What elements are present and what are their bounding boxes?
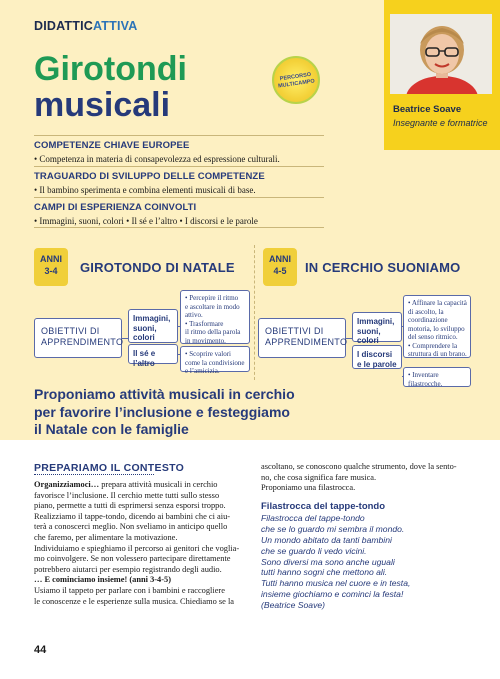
lead-paragraph: Proponiamo attività musicali in cerchio per favorire l’inclusione e festeggiamo il Natale con le famiglie (34, 386, 295, 437)
author-role: Insegnante e formatrice (393, 118, 488, 128)
info-heading: COMPETENZE CHIAVE EUROPEE (34, 140, 190, 151)
page-title-line-1: Girotondi (34, 50, 187, 88)
objective-box: • Scoprire valori come la condivisione e l’amicizia. (180, 346, 250, 372)
objectives-label-box: OBIETTIVI DI APPRENDIMENTO (258, 318, 346, 358)
info-heading: TRAGUARDO DI SVILUPPO DELLE COMPETENZE (34, 171, 265, 182)
field-box-immagini: Immagini, suoni, colori (128, 309, 178, 343)
field-box-immagini: Immagini, suoni, colori (352, 312, 402, 342)
section-heading-prepariamo: PREPARIAMO IL CONTESTO (34, 462, 185, 474)
body-text-right: ascoltano, se conoscono qualche strumento, dove la sento- no, che cosa significa fare musica. Proponiamo una filastrocca. Filastrocca del tappe-tondo Filastrocca del tappe-tondo che se lo guardo mi sembra il mondo. Un mondo abitato da tanti bambini che se guardo li vedo vicini. Sono diversi ma sono anche uguali tutti hanno sogni che mettono ali. Tutti hanno musica nel cuore e in testa, insieme giochiamo e cominci la festa! (Beatrice Soave) (261, 462, 471, 611)
field-box-discorsi: I discorsi e le parole (352, 345, 402, 369)
author-portrait-illustration (390, 14, 492, 94)
column-title-in-cerchio: IN CERCHIO SUONIAMO (305, 260, 461, 275)
poem: Filastrocca del tappe-tondo che se lo guardo mi sembra il mondo. Un mondo abitato da tanti bambini che se guardo li vedo vicini. Sono diversi ma sono anche uguali tutti hanno sogni che mettono ali. Tutti hanno musica nel cuore e in testa, insieme giochiamo e cominci la festa! (Beatrice Soave) (261, 513, 411, 610)
multicampo-badge: PERCORSO MULTICAMPO (272, 56, 320, 104)
info-heading: CAMPI DI ESPERIENZA COINVOLTI (34, 202, 197, 213)
info-block-competenze (34, 135, 324, 164)
info-divider (34, 227, 324, 228)
page-title-line-2: musicali (34, 86, 171, 124)
field-box-se-altro: Il sé e l’altro (128, 344, 178, 364)
objective-box: • Percepire il ritmo e ascoltare in modo attivo. • Trasformare il ritmo della parola in movimento. (180, 290, 250, 344)
info-block-campi (34, 197, 324, 226)
body-text-left: Organizziamoci… prepara attività musicali in cerchio favorisce l’inclusione. Il cerchio mette tutti sullo stesso piano, permette a tutti di esprimersi senza esporsi troppo. Realizziamo il tappe-tondo, dicendo ai bambini che ci aiu- terà a conoscerci meglio. Non sveliamo in anticipo quello che faremo, per alimentare la motivazione. Individuiamo e spieghiamo il percorso ai genitori che voglia- mo coinvolgere. Se non volessero partecipare direttamente potrebbero aiutarci per esempio registrando degli audio. … E cominciamo insieme! (anni 3-4-5) Usiamo il tappeto per parlare con i bambini e raccogliere le conoscenze e le esperienze sulla musica. Chiediamo se la (34, 480, 240, 606)
author-name: Beatrice Soave (393, 104, 462, 115)
author-card (384, 0, 500, 150)
objectives-label-box: OBIETTIVI DI APPRENDIMENTO (34, 318, 122, 358)
author-photo (390, 14, 492, 94)
poem-title: Filastrocca del tappe-tondo (261, 500, 386, 512)
info-text: • Competenza in materia di consapevolezza ed espressione culturali. (34, 154, 280, 164)
heading-underline (34, 474, 154, 475)
objective-box: • Inventare filastrocche. (403, 367, 471, 387)
page-number: 44 (34, 644, 47, 656)
section-tag: DIDATTICATTIVA (34, 19, 138, 33)
info-text: • Immagini, suoni, colori • Il sé e l’altro • I discorsi e le parole (34, 216, 258, 226)
age-tag-3-4: ANNI 3-4 (34, 248, 68, 286)
info-block-traguardo (34, 166, 324, 195)
info-text: • Il bambino sperimenta e combina elementi musicali di base. (34, 185, 256, 195)
column-title-girotondo: GIROTONDO DI NATALE (80, 260, 235, 275)
column-divider (254, 245, 255, 380)
age-tag-4-5: ANNI 4-5 (263, 248, 297, 286)
objective-box: • Affinare la capacità di ascolto, la coordinazione motoria, lo sviluppo del senso ritmico. • Comprendere la struttura di un brano. (403, 295, 471, 358)
